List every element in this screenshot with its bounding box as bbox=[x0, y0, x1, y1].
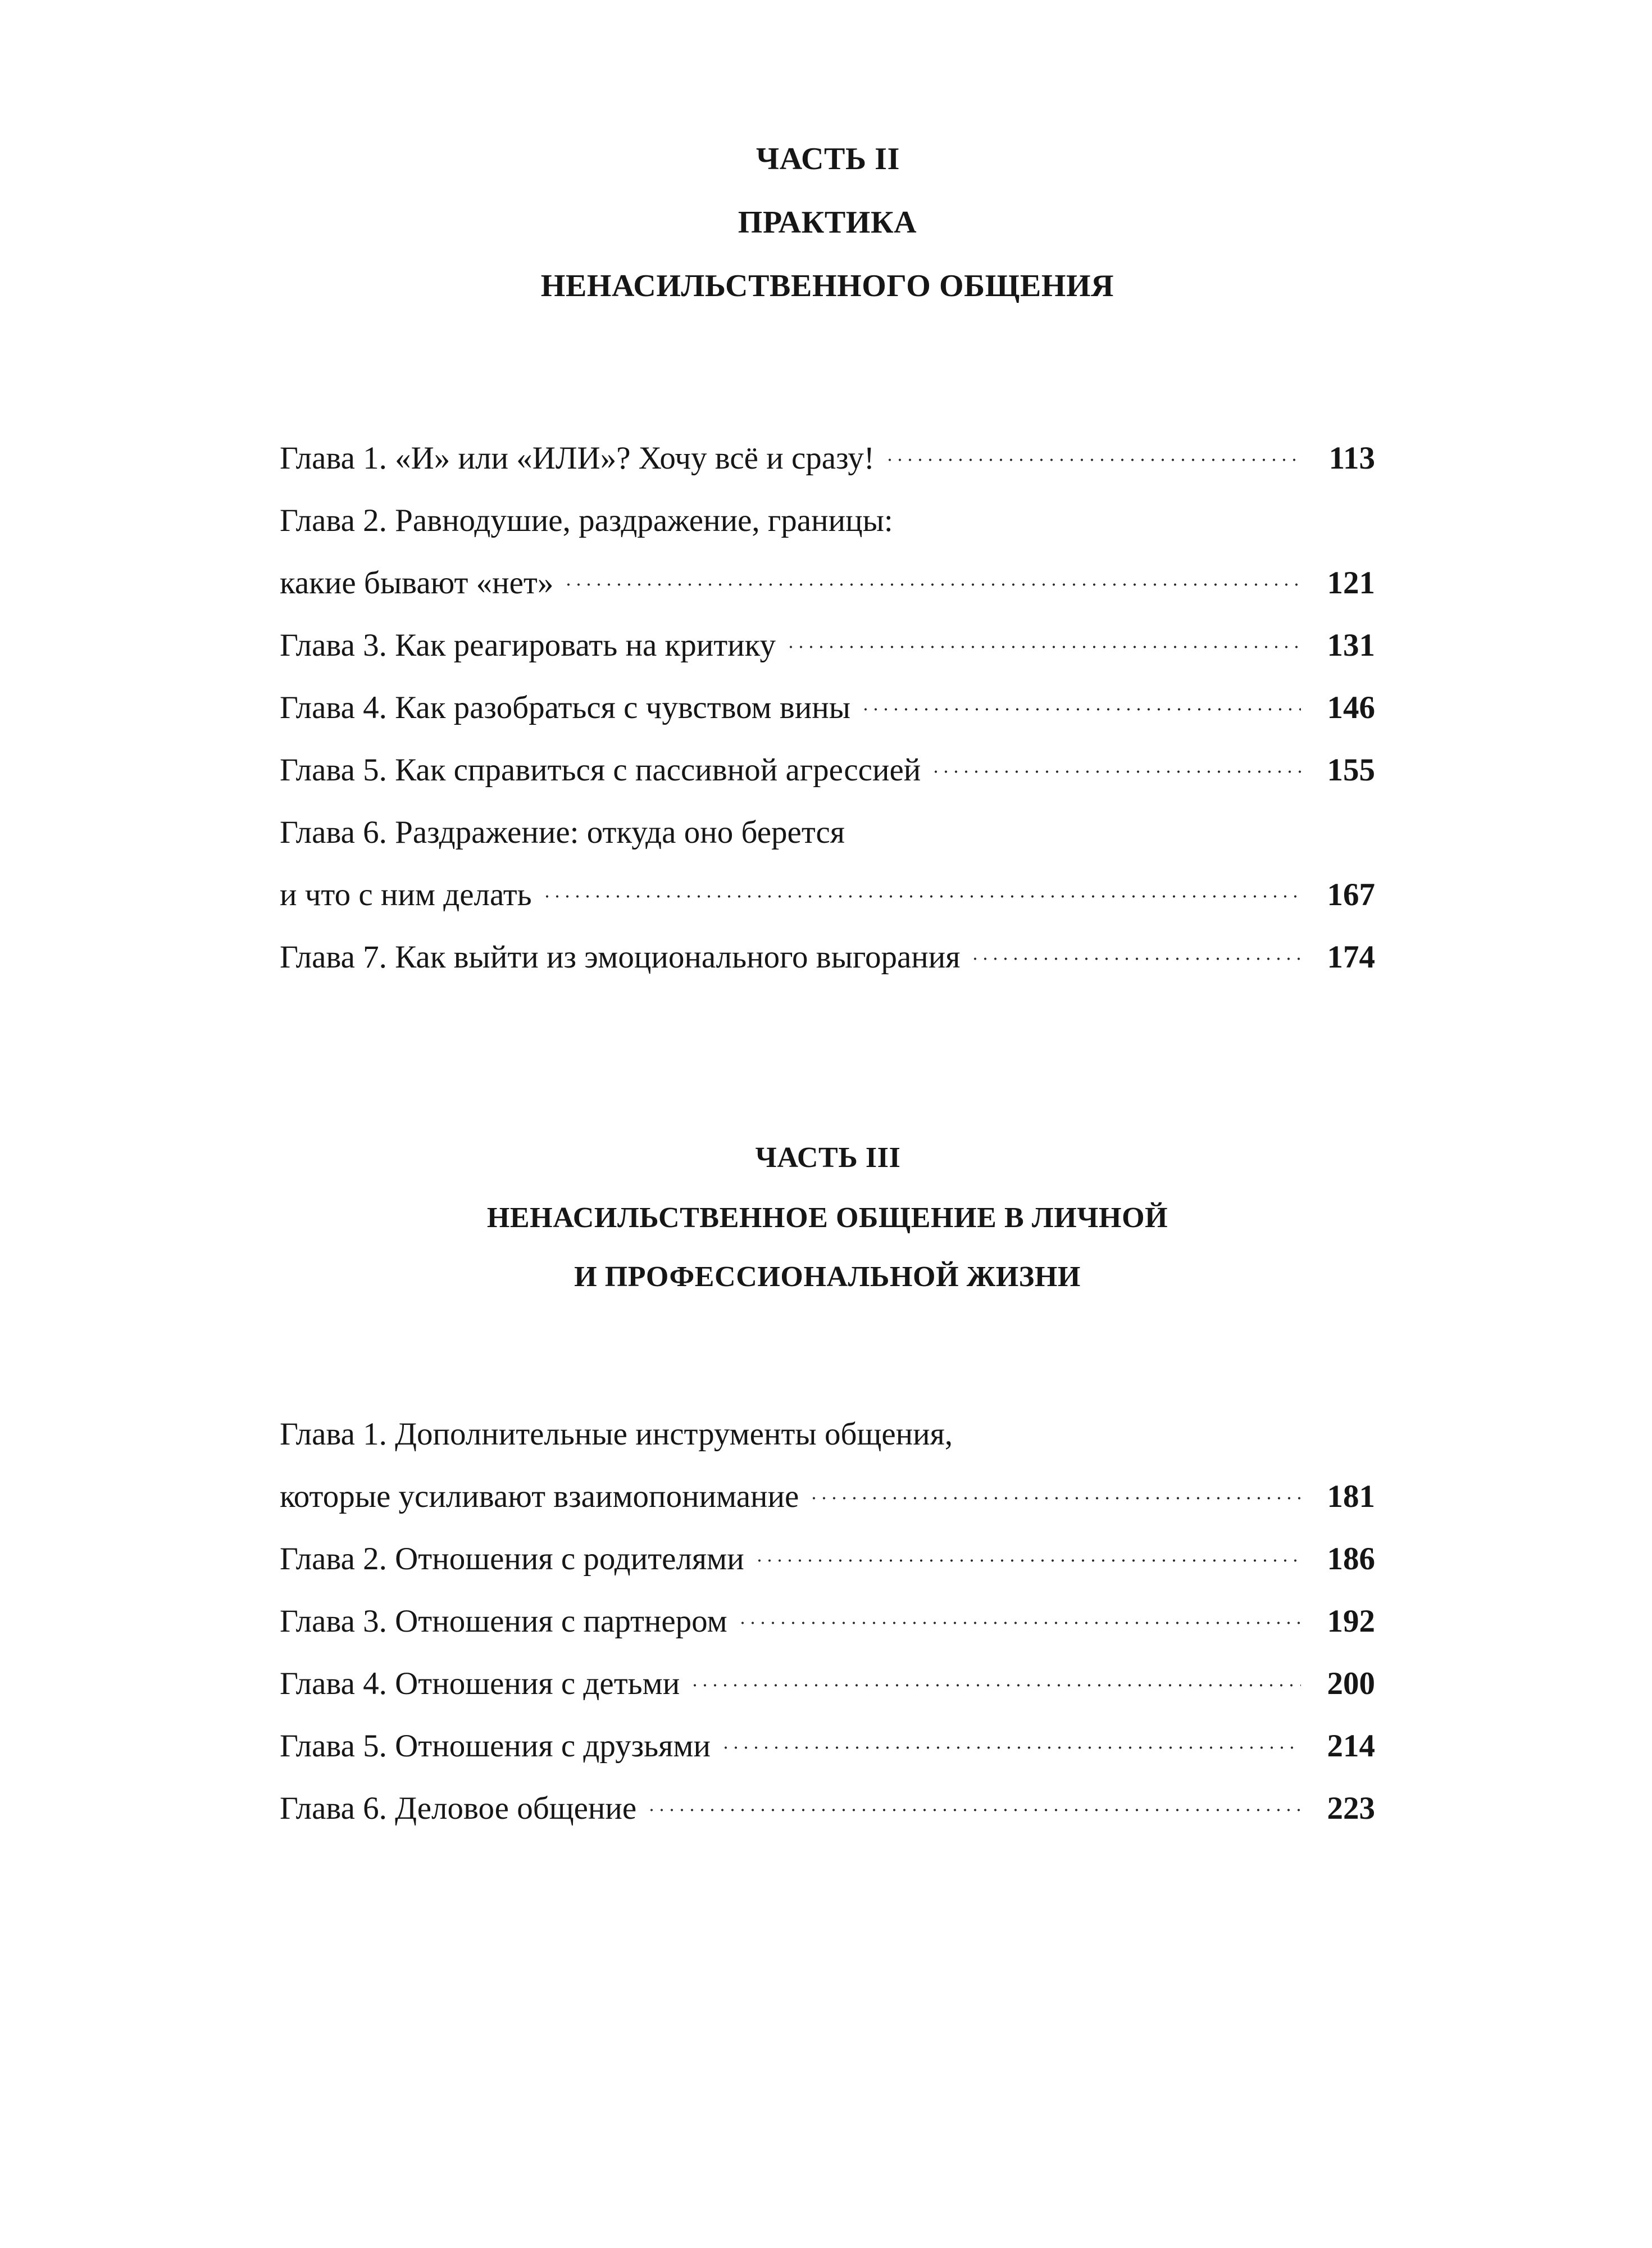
toc-entry-title: Глава 1. Дополнительные инструменты общения, bbox=[280, 1416, 953, 1452]
toc-entry[interactable] bbox=[280, 1662, 1375, 1700]
toc-entry-title: Глава 3. Отношения с партнером bbox=[280, 1604, 727, 1639]
toc-page-number: 167 bbox=[1327, 877, 1375, 912]
part-2-number: ЧАСТЬ II bbox=[756, 142, 900, 176]
part-3-title-line-1: НЕНАСИЛЬСТВЕННОЕ ОБЩЕНИЕ В ЛИЧНОЙ bbox=[486, 1202, 1168, 1234]
toc-dot-leader bbox=[931, 748, 1301, 780]
toc-entry-title: Глава 3. Как реагировать на критику bbox=[280, 628, 776, 663]
part-3-section bbox=[280, 1143, 1375, 1824]
toc-dot-leader bbox=[809, 1475, 1301, 1507]
toc-entry-continuation[interactable] bbox=[280, 561, 1375, 599]
toc-page-number: 121 bbox=[1327, 565, 1375, 601]
toc-dot-leader bbox=[786, 624, 1301, 656]
toc-entry[interactable] bbox=[280, 1787, 1375, 1824]
toc-entry-title: Глава 6. Деловое общение bbox=[280, 1791, 637, 1826]
toc-dot-leader bbox=[855, 811, 1301, 843]
toc-entry-title: Глава 4. Как разобраться с чувством вины bbox=[280, 690, 851, 725]
toc-entry-title: Глава 5. Как справиться с пассивной агрессией bbox=[280, 752, 921, 788]
toc-dot-leader bbox=[647, 1787, 1301, 1819]
toc-entry[interactable] bbox=[280, 499, 1375, 537]
toc-page-number: 155 bbox=[1327, 752, 1375, 788]
toc-entry[interactable] bbox=[280, 811, 1375, 848]
part-2-section bbox=[280, 143, 1375, 973]
part-2-title-line-1: ПРАКТИКА bbox=[738, 205, 917, 240]
toc-entry[interactable] bbox=[280, 1537, 1375, 1575]
toc-entry[interactable] bbox=[280, 686, 1375, 724]
part-3-title-line-2: И ПРОФЕССИОНАЛЬНОЙ ЖИЗНИ bbox=[574, 1261, 1081, 1293]
toc-entry[interactable] bbox=[280, 1600, 1375, 1637]
toc-entry[interactable] bbox=[280, 1724, 1375, 1762]
part-2-toc-list bbox=[280, 437, 1375, 973]
toc-page-number: 200 bbox=[1327, 1666, 1375, 1701]
toc-dot-leader bbox=[542, 873, 1301, 905]
toc-dot-leader bbox=[754, 1537, 1301, 1569]
toc-entry[interactable] bbox=[280, 437, 1375, 474]
toc-entry-title: Глава 2. Отношения с родителями bbox=[280, 1541, 744, 1577]
toc-page-number: 113 bbox=[1328, 440, 1375, 476]
toc-dot-leader bbox=[861, 686, 1301, 718]
toc-entry-title: какие бывают «нет» bbox=[280, 565, 554, 601]
toc-page-number: 186 bbox=[1327, 1541, 1375, 1577]
toc-entry-title: Глава 6. Раздражение: откуда оно берется bbox=[280, 815, 845, 850]
part-2-title-line-2: НЕНАСИЛЬСТВЕННОГО ОБЩЕНИЯ bbox=[540, 269, 1114, 303]
toc-page-number: 174 bbox=[1327, 939, 1375, 975]
toc-entry-title: которые усиливают взаимопонимание bbox=[280, 1479, 799, 1514]
toc-entry[interactable] bbox=[280, 935, 1375, 973]
part-2-heading bbox=[280, 143, 1375, 302]
toc-page-number: 181 bbox=[1327, 1479, 1375, 1514]
toc-entry-title: Глава 7. Как выйти из эмоционального выгорания bbox=[280, 939, 961, 975]
toc-page-number: 192 bbox=[1327, 1604, 1375, 1639]
toc-dot-leader bbox=[903, 499, 1301, 531]
toc-dot-leader bbox=[885, 437, 1301, 469]
part-3-heading bbox=[280, 1143, 1375, 1292]
toc-entry-continuation[interactable] bbox=[280, 1475, 1375, 1513]
toc-entry[interactable] bbox=[280, 1413, 1375, 1450]
toc-entry-title: и что с ним делать bbox=[280, 877, 532, 912]
part-3-number: ЧАСТЬ III bbox=[755, 1142, 901, 1174]
toc-dot-leader bbox=[721, 1724, 1301, 1756]
toc-entry-title: Глава 5. Отношения с друзьями bbox=[280, 1728, 711, 1764]
toc-dot-leader bbox=[963, 1413, 1301, 1445]
toc-entry-title: Глава 4. Отношения с детьми bbox=[280, 1666, 680, 1701]
toc-entry[interactable] bbox=[280, 624, 1375, 661]
toc-entry-continuation[interactable] bbox=[280, 873, 1375, 911]
part-3-toc-list bbox=[280, 1413, 1375, 1824]
toc-page-number: 223 bbox=[1327, 1791, 1375, 1826]
toc-dot-leader bbox=[970, 935, 1301, 968]
toc-page-number: 146 bbox=[1327, 690, 1375, 725]
toc-dot-leader bbox=[690, 1662, 1301, 1694]
toc-entry-title: Глава 1. «И» или «ИЛИ»? Хочу всё и сразу! bbox=[280, 440, 875, 476]
toc-entry[interactable] bbox=[280, 748, 1375, 786]
toc-entry-title: Глава 2. Равнодушие, раздражение, границы: bbox=[280, 503, 893, 538]
toc-page-number: 214 bbox=[1327, 1728, 1375, 1764]
toc-page-number: 131 bbox=[1327, 628, 1375, 663]
toc-dot-leader bbox=[563, 561, 1301, 593]
toc-dot-leader bbox=[738, 1600, 1301, 1632]
